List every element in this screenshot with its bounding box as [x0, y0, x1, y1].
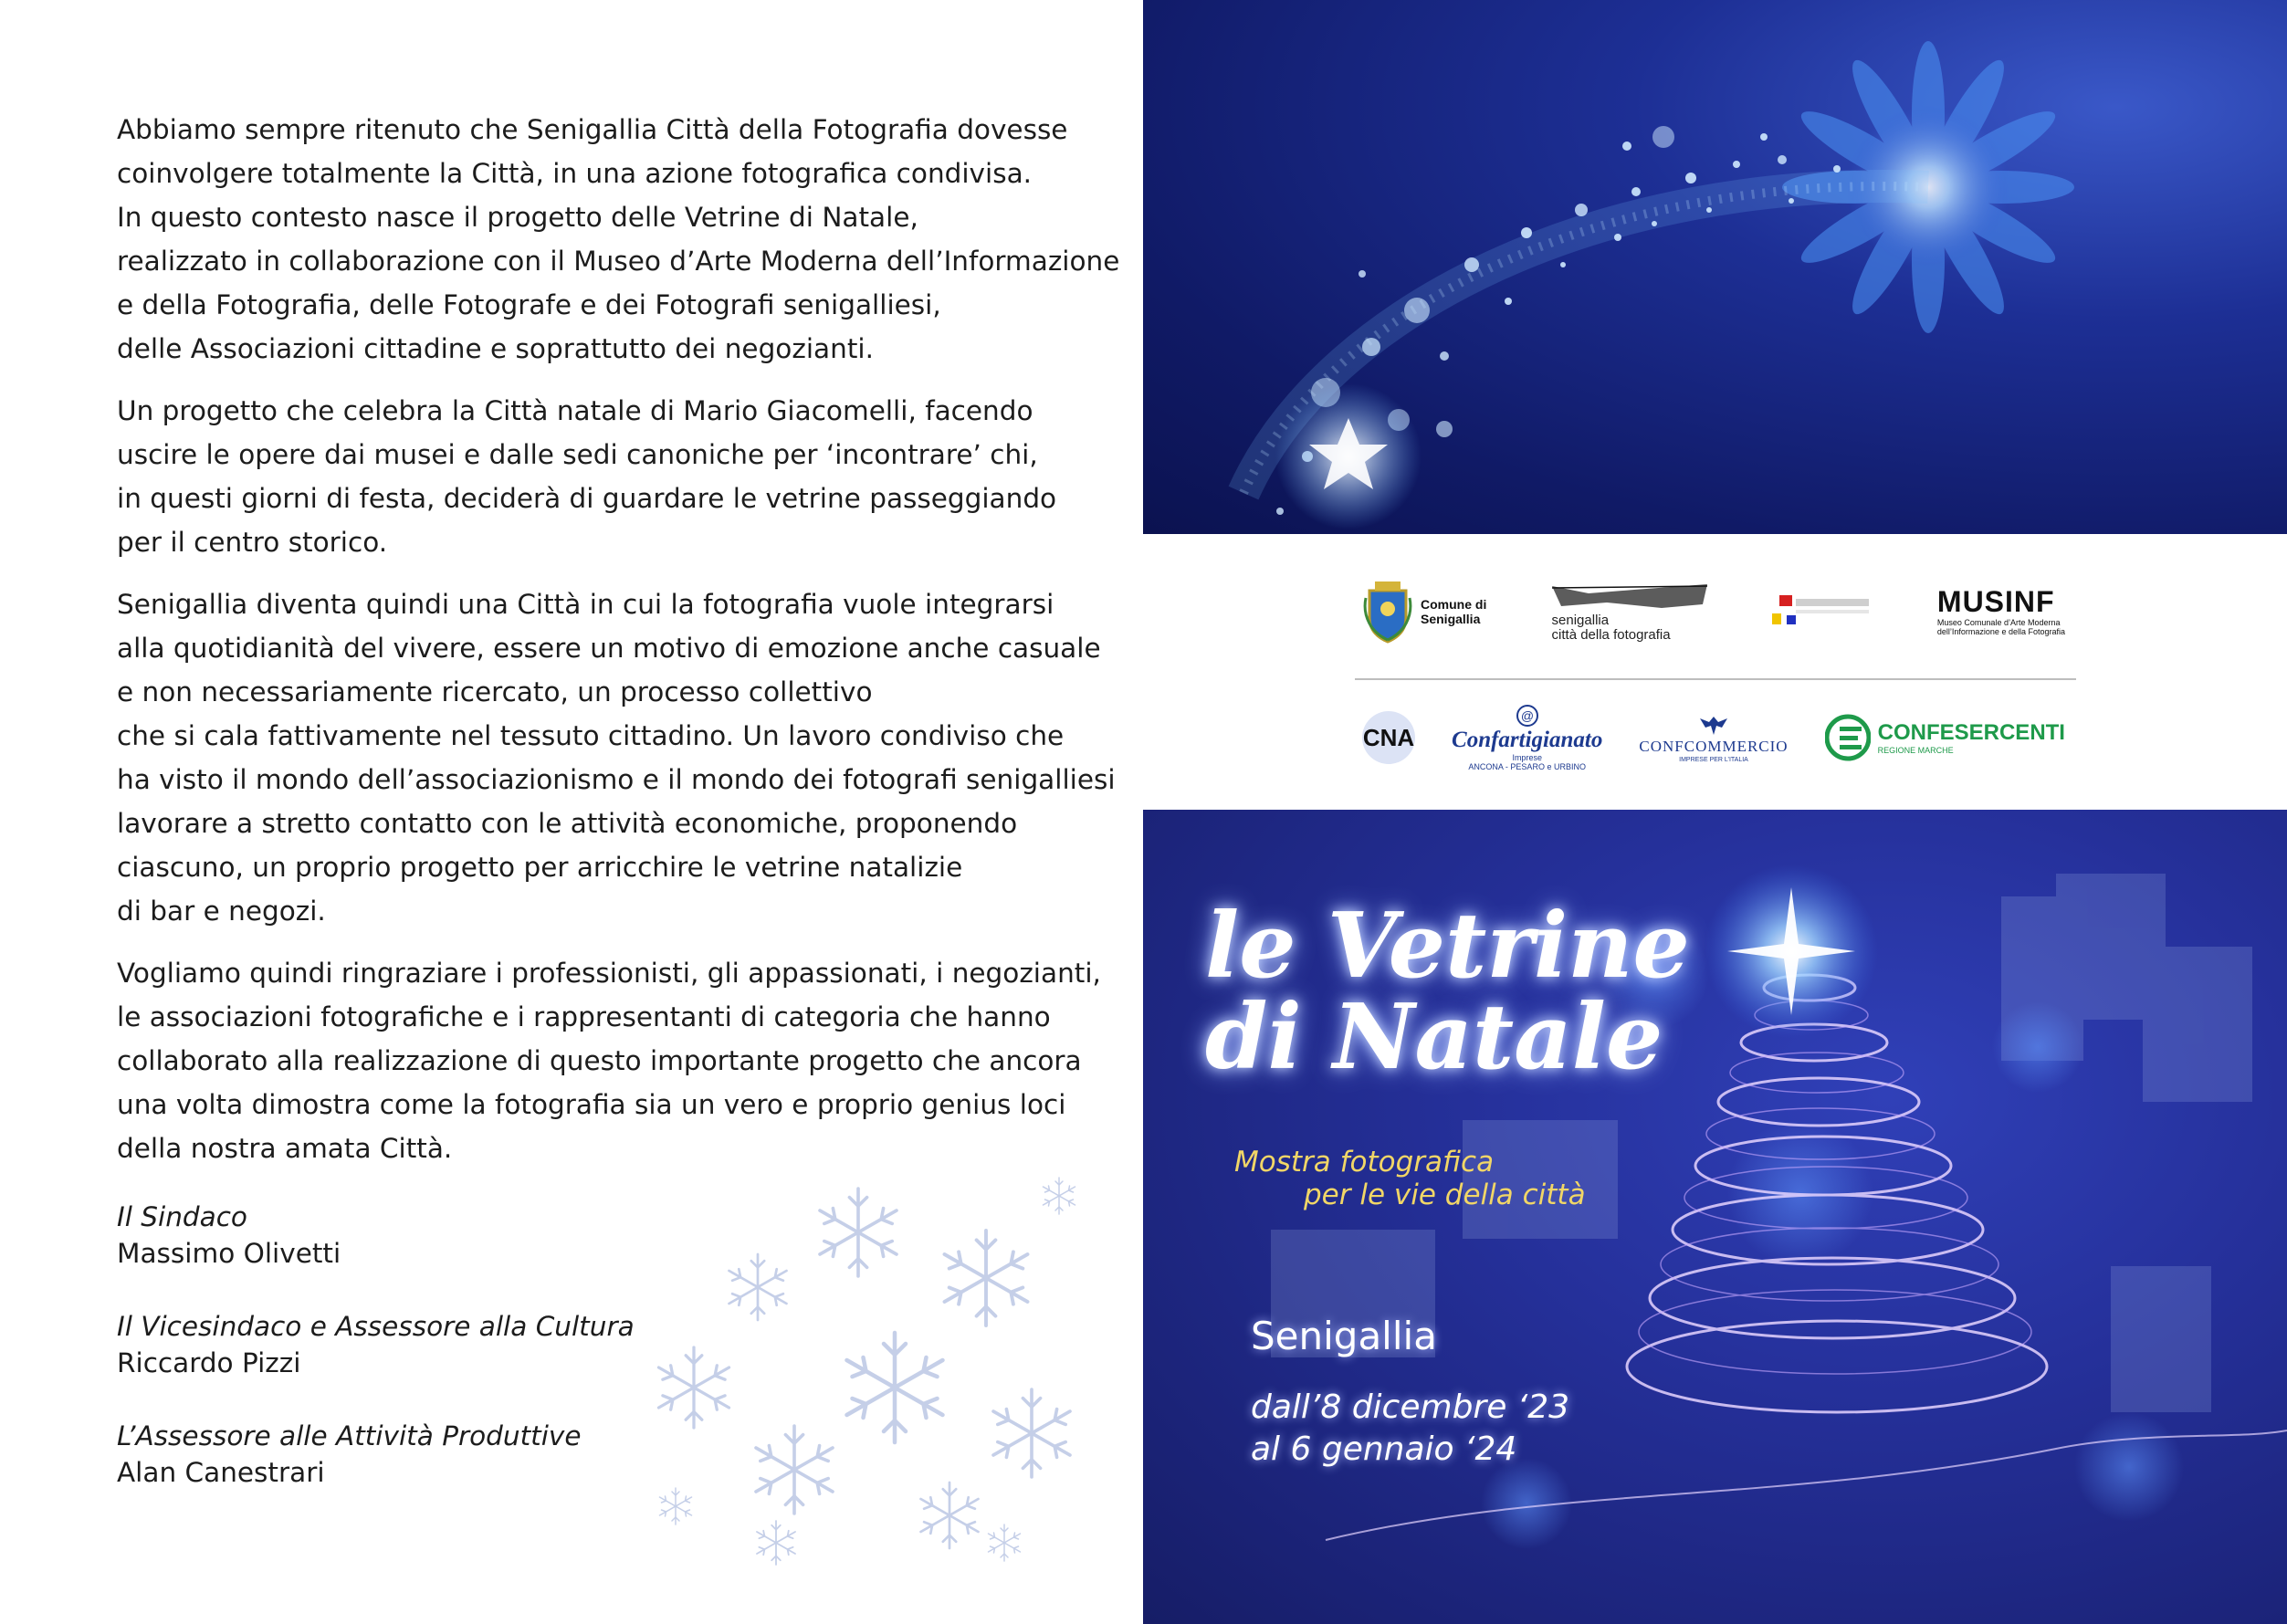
logo-confartigianato — [1452, 704, 1602, 771]
text-line: coinvolgere totalmente la Città, in una azione fotografica condivisa. — [117, 158, 1033, 189]
snowflake-icon — [660, 1488, 692, 1524]
signature-name: Riccardo Pizzi — [117, 1347, 301, 1378]
snowflake-icon — [847, 1333, 943, 1442]
text-line: Vogliamo quindi ringraziare i professionisti, gli appassionati, i negozianti, — [117, 958, 1101, 989]
cover-dates — [1251, 1387, 1569, 1471]
snowflake-icon — [993, 1389, 1070, 1477]
sponsor-logos — [1143, 534, 2287, 810]
logo-confcommercio — [1639, 713, 1788, 763]
text-line: e della Fotografia, delle Fotografe e dei Fotografi senigalliesi, — [117, 289, 941, 320]
text-line: di bar e negozi. — [117, 896, 326, 927]
confesercenti-label: CONFESERCENTI — [1877, 720, 2065, 745]
signature-councillor — [117, 1418, 582, 1491]
snowflake-icon — [989, 1524, 1021, 1561]
confcommercio-sub: IMPRESE PER L’ITALIA — [1679, 756, 1748, 763]
cover-panel — [1143, 810, 2287, 1624]
cover-subtitle — [1234, 1146, 1586, 1211]
snowflake-icon — [757, 1521, 795, 1565]
text-line: alla quotidianità del vivere, essere un motivo di emozione anche casuale — [117, 633, 1101, 664]
logo-label-line: Comune di — [1421, 597, 1487, 612]
logo-label-line: Museo Comunale d’Arte Moderna — [1936, 618, 2061, 627]
snowflake-icon — [921, 1483, 979, 1548]
paragraph — [117, 582, 1116, 933]
right-page — [1143, 0, 2287, 1624]
musinf-subtitle — [1937, 618, 2065, 636]
cover-date-line: al 6 gennaio ‘24 — [1251, 1430, 1517, 1468]
text-line: In questo contesto nasce il progetto delle Vetrine di Natale, — [117, 202, 918, 233]
logo-musinf — [1937, 587, 2065, 636]
letter-body — [117, 108, 1120, 1189]
left-page — [0, 0, 1143, 1624]
logos-divider — [1355, 678, 2076, 680]
text-line: lavorare a stretto contatto con le attività economiche, proponendo — [117, 808, 1018, 839]
cover-title-line: di Natale — [1205, 985, 1663, 1090]
text-line: Abbiamo sempre ritenuto che Senigallia Città della Fotografia dovesse — [117, 114, 1068, 145]
logo-label — [1552, 613, 1671, 643]
logos-row-institutions — [1362, 571, 2065, 653]
paragraph — [117, 951, 1101, 1170]
cover-date-line: dall’8 dicembre ‘23 — [1251, 1388, 1570, 1426]
confesercenti-sub: REGIONE MARCHE — [1877, 746, 1954, 755]
text-line: della nostra amata Città. — [117, 1133, 453, 1164]
snowflake-icon — [945, 1231, 1028, 1325]
cna-label: CNA — [1362, 723, 1415, 751]
svg-text:@: @ — [1520, 708, 1534, 723]
text-line: una volta dimostra come la fotografia sia un vero e proprio genius loci — [117, 1089, 1066, 1120]
logo-cna — [1362, 711, 1415, 764]
logo-label-line: città della fotografia — [1551, 627, 1671, 643]
signature-role: Il Sindaco — [117, 1201, 247, 1232]
snowflakes-decoration — [621, 1159, 1114, 1579]
text-line: le associazioni fotografiche e i rappresentanti di categoria che hanno — [117, 1001, 1051, 1032]
cf-monogram-icon — [1825, 710, 1871, 765]
logo-label-line: senigallia — [1551, 613, 1610, 628]
text-line: uscire le opere dai musei e dalle sedi canoniche per ‘incontrare’ chi, — [117, 439, 1038, 470]
color-squares-icon — [1772, 593, 1873, 630]
signature-role: L’Assessore alle Attività Produttive — [117, 1420, 582, 1451]
logo-confesercenti — [1825, 710, 2065, 765]
cover-city: Senigallia — [1251, 1314, 1437, 1358]
snowflake-icon — [756, 1426, 833, 1514]
confcommercio-label: CONFCOMMERCIO — [1639, 737, 1789, 755]
landscape-photo-icon — [1552, 581, 1707, 612]
text-line: collaborato alla realizzazione di questo importante progetto che ancora — [117, 1045, 1082, 1076]
text-line: in questi giorni di festa, deciderà di guardare le vetrine passeggiando — [117, 483, 1057, 514]
confartigianato-sub: Imprese — [1512, 753, 1542, 762]
text-line: che si cala fattivamente nel tessuto cittadino. Un lavoro condiviso che — [117, 720, 1065, 751]
signature-name: Massimo Olivetti — [117, 1238, 341, 1269]
signature-name: Alan Canestrari — [117, 1457, 325, 1488]
signature-mayor — [117, 1199, 341, 1272]
signature-role: Il Vicesindaco e Assessore alla Cultura — [117, 1311, 635, 1342]
text-line: realizzato in collaborazione con il Museo d’Arte Moderna dell’Informazione — [117, 246, 1120, 277]
cna-badge — [1362, 711, 1415, 764]
signature-vice-mayor — [117, 1308, 635, 1381]
text-line: e non necessariamente ricercato, un processo collettivo — [117, 676, 873, 707]
cover-subtitle-line: per le vie della città — [1304, 1179, 1586, 1211]
text-line: Un progetto che celebra la Città natale di Mario Giacomelli, facendo — [117, 395, 1033, 426]
logo-label-line: Senigallia — [1421, 612, 1481, 626]
top-star-image — [1143, 0, 2287, 534]
cover-title — [1205, 894, 1690, 1090]
logo-label — [1421, 597, 1486, 626]
logo-art-squares — [1772, 593, 1873, 630]
snowflake-icon — [820, 1189, 897, 1276]
shooting-star-illustration — [1143, 0, 2287, 534]
logo-comune-senigallia — [1362, 580, 1486, 644]
cover-subtitle-line: Mostra fotografica — [1234, 1146, 1495, 1179]
text-line: Senigallia diventa quindi una Città in cui la fotografia vuole integrarsi — [117, 589, 1054, 620]
cover-title-line: le Vetrine — [1205, 894, 1690, 999]
logo-label-line: dell’Informazione e della Fotografia — [1936, 627, 2065, 636]
musinf-title: MUSINF — [1936, 585, 2055, 618]
snowflake-icon — [659, 1347, 729, 1428]
text-line: delle Associazioni cittadine e soprattutto dei negozianti. — [117, 333, 874, 364]
snowflake-icon — [729, 1254, 787, 1320]
text-line: per il centro storico. — [117, 527, 388, 558]
paragraph — [117, 108, 1120, 371]
logos-row-associations — [1362, 697, 2065, 779]
text-line: ha visto il mondo dell’associazionismo e il mondo dei fotografi senigalliesi — [117, 764, 1116, 795]
eagle-icon — [1698, 713, 1729, 737]
confartigianato-label: Confartigianato — [1452, 728, 1603, 752]
text-line: ciascuno, un proprio progetto per arricchire le vetrine natalizie — [117, 852, 963, 883]
at-sign-icon — [1516, 704, 1539, 728]
paragraph — [117, 389, 1057, 564]
logo-senigallia-citta-fotografia — [1552, 581, 1707, 643]
snowflake-icon — [1044, 1178, 1075, 1214]
confartigianato-sub: ANCONA - PESARO e URBINO — [1468, 762, 1586, 771]
coat-of-arms-icon — [1362, 580, 1413, 644]
confesercenti-text — [1878, 720, 2065, 755]
